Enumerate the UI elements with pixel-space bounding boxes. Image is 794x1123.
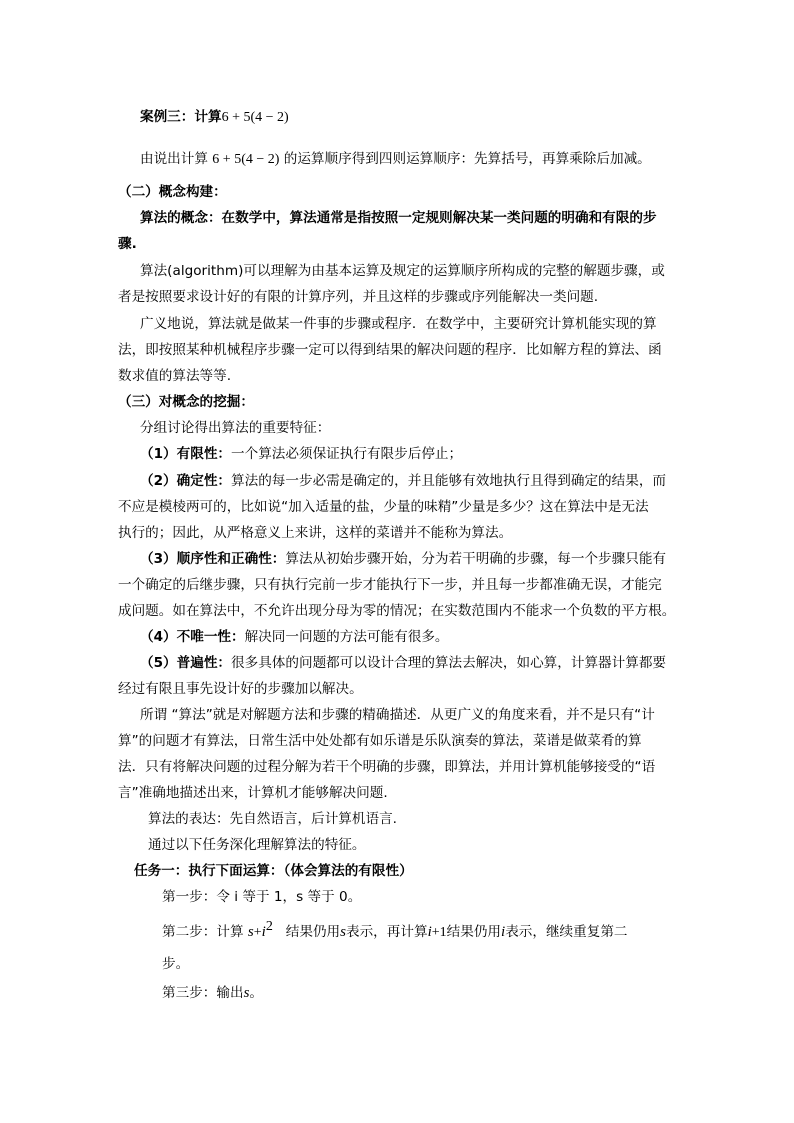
- section2-heading: （二）概念构建：: [118, 184, 227, 200]
- feature-3-label: （3）顺序性和正确性：: [140, 551, 286, 567]
- step2-result-i: i: [501, 924, 506, 940]
- paragraph-1-line-1: 算法(algorithm)可以理解为由基本运算及规定的运算顺序所构成的完整的解题步骤，或: [140, 263, 665, 279]
- definition-line-2: 骤.: [118, 236, 137, 252]
- definition-line-1: 算法的概念：在数学中，算法通常是指按照一定规则解决某一类问题的明确和有限的步: [140, 210, 657, 226]
- step3-post: 。: [249, 985, 263, 1001]
- step2-var-i-2: i: [427, 924, 432, 940]
- task1-step-3: [162, 984, 263, 1002]
- expression-line: 算法的表达：先自然语言，后计算机语言.: [148, 811, 398, 827]
- feature-1: [140, 445, 462, 463]
- paragraph-2-line-3: 数求值的算法等等.: [118, 368, 232, 384]
- paragraph-2-line-2: 法，即按照某种机械程序步骤一定可以得到结果的解决问题的程序．比如解方程的算法、函: [118, 342, 662, 358]
- task1-step-2-line-2: 步。: [162, 956, 190, 972]
- step2-var-s: s: [247, 924, 254, 940]
- paragraph-3-line-4: 言”准确地描述出来，计算机才能够解决问题.: [118, 785, 388, 801]
- feature-5-line-2: 经过有限且事先设计好的步骤加以解决。: [118, 681, 363, 697]
- feature-2-label: （2）确定性：: [140, 473, 232, 489]
- feature-3-line-1: [140, 550, 666, 568]
- case3-paragraph: [140, 150, 651, 169]
- step2-post: 表示，继续重复第二: [505, 924, 628, 940]
- step3-pre: 第三步：输出: [162, 985, 244, 1001]
- step2-plus: +: [253, 925, 262, 940]
- paragraph-3-line-3: 法．只有将解决问题的过程分解为若干个明确的步骤，即算法，并用计算机能够接受的“语: [118, 759, 656, 775]
- task1-heading: 任务一：执行下面运算：（体会算法的有限性）: [134, 863, 413, 879]
- step2-mid-1: 结果仍用: [285, 924, 341, 940]
- feature-3-line-3: 成问题。如在算法中，不允许出现分母为零的情况；在实数范围内不能求一个负数的平方根。: [118, 603, 676, 619]
- task1-step-2-line-1: [162, 919, 628, 942]
- feature-4-label: （4）不唯一性：: [140, 629, 245, 645]
- task-intro: 通过以下任务深化理解算法的特征。: [148, 837, 366, 853]
- step2-var-i: i: [261, 924, 266, 940]
- paragraph-3-line-1: 所谓 “算法”就是对解题方法和步骤的精确描述．从更广义的角度来看，并不是只有“计: [140, 707, 655, 723]
- step2-result-s: s: [340, 924, 346, 940]
- feature-5-line-1: [140, 654, 666, 672]
- case3-heading: [140, 108, 289, 127]
- feature-2-text: 算法的每一步必需是确定的，并且能够有效地执行且得到确定的结果，而: [231, 473, 667, 489]
- feature-1-label: （1）有限性：: [140, 446, 232, 462]
- task1-step-1: 第一步：令 i 等于 1，s 等于 0。: [162, 889, 362, 905]
- feature-2-line-2: 不应是模棱两可的，比如说“加入适量的盐，少量的味精”少量是多少？这在算法中是无法: [118, 499, 649, 515]
- section3-intro: 分组讨论得出算法的重要特征：: [140, 420, 331, 436]
- feature-5-label: （5）普遍性：: [140, 655, 232, 671]
- feature-3-line-2: 一个确定的后继步骤，只有执行完前一步才能执行下一步，并且每一步都准确无误，才能完: [118, 577, 662, 593]
- step2-plus-one: +1: [431, 925, 447, 940]
- step2-mid-3: 结果仍用: [446, 924, 502, 940]
- feature-5-text: 很多具体的问题都可以设计合理的算法去解决，如心算，计算器计算都要: [231, 655, 667, 671]
- step2-exponent: 2: [265, 919, 273, 934]
- step3-var-s: s: [243, 985, 250, 1001]
- step2-pre: 第二步：计算: [162, 924, 244, 940]
- paragraph-1-line-2: 者是按照要求设计好的有限的计算序列，并且这样的步骤或序列能解决一类问题.: [118, 289, 599, 305]
- section3-heading: （三）对概念的挖掘：: [118, 394, 254, 410]
- step2-mid-2: 表示，再计算: [346, 924, 428, 940]
- case3-expression: 6 + 5(4 − 2): [221, 110, 289, 125]
- paragraph-2-line-1: 广义地说，算法就是做某一件事的步骤或程序．在数学中，主要研究计算机能实现的算: [140, 316, 657, 332]
- case3-para-post: 的运算顺序得到四则运算顺序：先算括号，再算乘除后加减。: [283, 151, 651, 167]
- feature-4: [140, 628, 449, 646]
- case3-para-pre: 由说出计算: [140, 151, 208, 167]
- case3-para-expression: 6 + 5(4 − 2): [212, 152, 280, 167]
- feature-1-text: 一个算法必须保证执行有限步后停止；: [231, 446, 463, 462]
- feature-2-line-1: [140, 472, 666, 490]
- feature-2-line-3: 执行的；因此，从严格意义上来讲，这样的菜谱并不能称为算法。: [118, 525, 513, 541]
- feature-4-text: 解决同一问题的方法可能有很多。: [244, 629, 449, 645]
- case3-label: 案例三：计算: [140, 109, 222, 125]
- paragraph-3-line-2: 算”的问题才有算法，日常生活中处处都有如乐谱是乐队演奏的算法，菜谱是做菜肴的算: [118, 733, 642, 749]
- feature-3-text: 算法从初始步骤开始，分为若干明确的步骤，每一个步骤只能有: [285, 551, 667, 567]
